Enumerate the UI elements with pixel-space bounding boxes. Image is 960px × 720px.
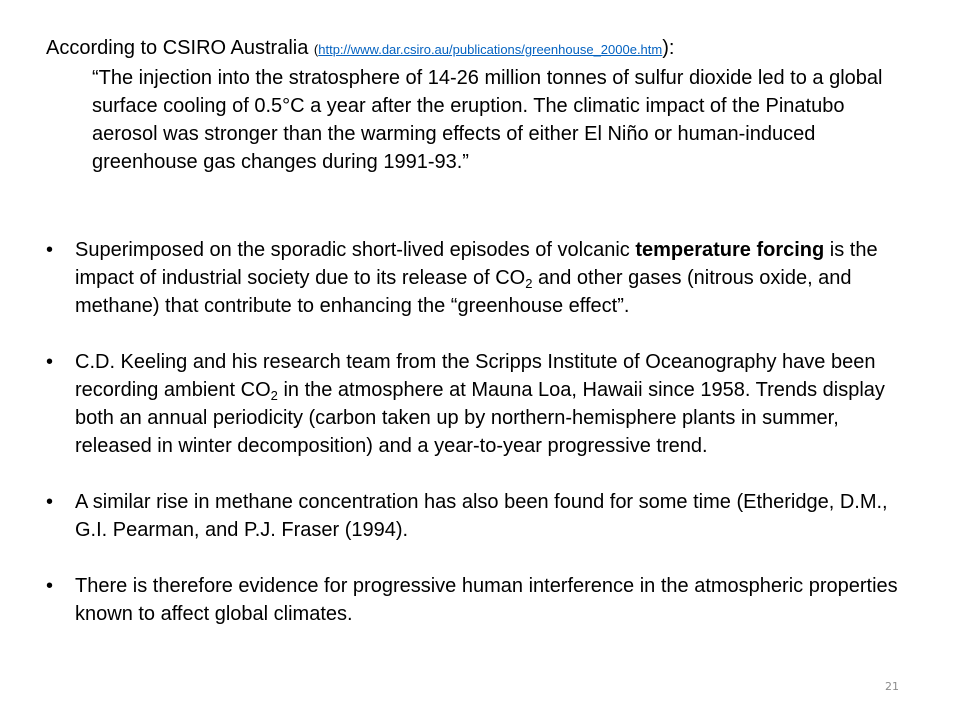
csiro-link[interactable]: http://www.dar.csiro.au/publications/greenhouse_2000e.htm [318,42,663,57]
source-lead: According to CSIRO Australia [46,37,314,59]
source-line [46,34,926,64]
bullet-text: in the atmosphere at Mauna Loa, Hawaii since 1958. Trends display both an annual periodicity (carbon taken up by northern-hemisphere plants in summer, released in winter decomposition) and a year-to-year progressive trend. [75,379,885,457]
link-paren-open: ( [313,42,319,57]
bullet-text: is the impact of industrial society due to its release of CO [75,239,878,289]
page-number: 21 [885,680,899,693]
bullet-text: and other gases (nitrous oxide, and methane) that contribute to enhancing the “greenhouse effect”. [75,267,852,317]
pinatubo-quote: “The injection into the stratosphere of 14-26 million tonnes of sulfur dioxide led to a global surface cooling of 0.5°C a year after the eruption. The climatic impact of the Pinatubo aerosol was stronger than the warming effects of either El Niño or human-induced greenhouse gas changes during 1991-93.” [92,67,883,173]
bold-term: temperature forcing [635,239,825,261]
bullet-item-methane [46,488,906,544]
bullet-text: A similar rise in methane concentration has also been found for some time (Etheridge, D.M., G.I. Pearman, and P.J. Fraser (1994). [75,491,888,541]
bullet-list [46,236,906,628]
bullet-text: C.D. Keeling and his research team from the Scripps Institute of Oceanography have been recording ambient CO [75,351,876,401]
bullet-item-conclusion [46,572,906,628]
link-paren-close: ): [662,37,675,59]
bullet-item-keeling [46,348,906,460]
bullet-item-temperature-forcing [46,236,906,320]
subscript: 2 [270,388,278,403]
bullet-text: There is therefore evidence for progressive human interference in the atmospheric properties known to affect global climates. [75,575,898,625]
bullet-text: Superimposed on the sporadic short-lived episodes of volcanic [75,239,636,261]
intro-paragraph [46,34,926,176]
subscript: 2 [525,276,533,291]
